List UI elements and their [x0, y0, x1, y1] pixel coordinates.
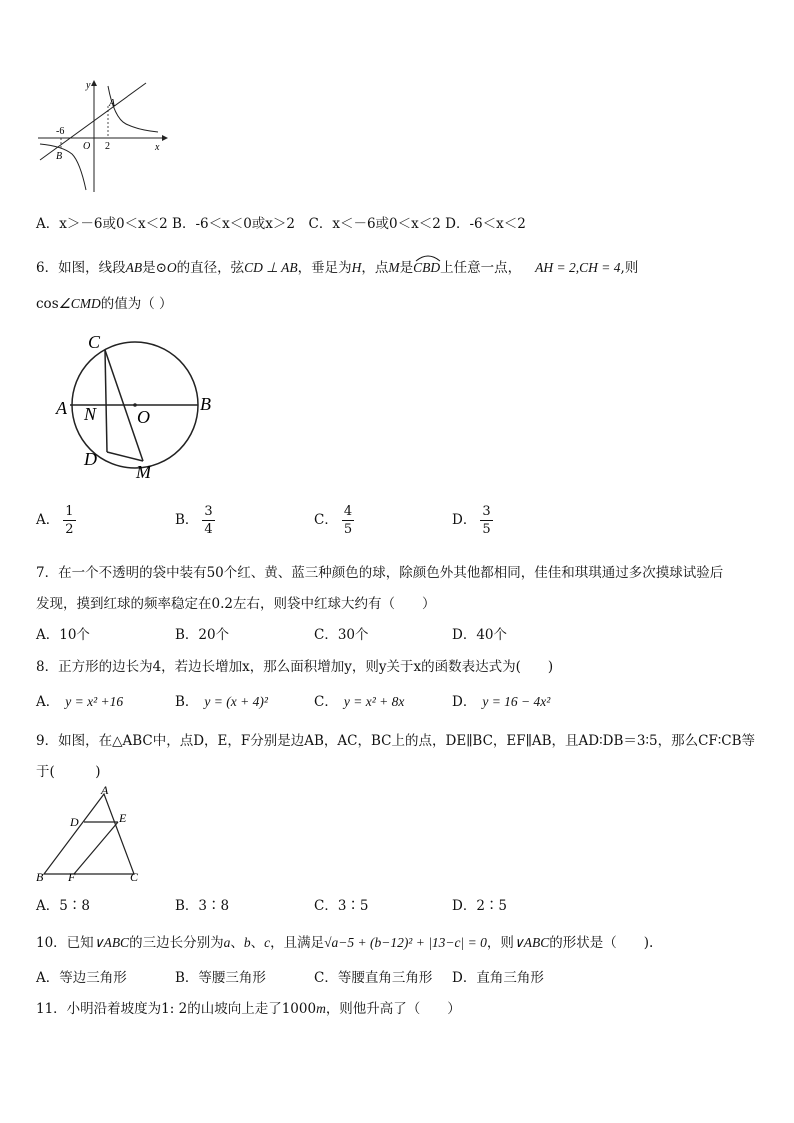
q6-text: ,则 [620, 260, 639, 276]
q6-ab: AB [125, 260, 143, 275]
q10-option-b: B．等腰三角形 [175, 970, 266, 986]
graph-label-a: A [109, 98, 116, 109]
graph-label-b: B [56, 151, 63, 162]
q6-stem-line2 [36, 292, 173, 312]
q6-option-b: B． $\frac{3}{4}$ [175, 504, 213, 537]
q6-text: 6．如图，线段 [36, 260, 126, 276]
q6-stem-line1 [36, 256, 638, 276]
q6-text: 上任意一点， [440, 260, 522, 276]
q6-option-d: D． $\frac{3}{5}$ [452, 504, 491, 537]
q8-stem: 8．正方形的边长为4，若边长增加x，那么面积增加y，则y关于x的函数表达式为( ) [36, 659, 554, 675]
q7-stem-line1: 7．在一个不透明的袋中装有50个红、黄、蓝三种颜色的球，除颜色外其他都相同，佳佳和琪琪通过多次摸球试验后 [36, 565, 724, 581]
fig-label-a: A [56, 398, 67, 418]
q7-stem-line2: 发现，摸到红球的频率稳定在0.2左右，则袋中红球大约有（ ） [36, 596, 436, 612]
fig9-label-c: C [130, 870, 139, 884]
q6-m: M [388, 260, 400, 275]
q6-o: O [166, 260, 177, 275]
q6-arc: CBD [413, 260, 440, 275]
q5-options: A．x＞－6或0＜x＜2 B．-6＜x＜0或x＞2 C．x＜－6或0＜x＜2 D．-6＜x＜2 [36, 216, 526, 232]
fig-label-d: D [84, 449, 97, 469]
fig9-label-e: E [119, 811, 127, 825]
q6-h: H [351, 260, 362, 275]
q7-option-b: B．20个 [175, 627, 230, 643]
q9-stem-line1: 9．如图，在△ABC中，点D，E，F分别是边AB，AC，BC上的点，DE∥BC，EF∥AB，且AD∶DB＝3∶5，那么CF∶CB等 [36, 733, 756, 749]
q6-cos: cos [36, 296, 59, 312]
q8-option-c: C． y = x² + 8x [314, 694, 405, 710]
graph-label-o: O [83, 141, 91, 152]
fig-label-n: N [84, 404, 97, 424]
q6-text: 的直径，弦 [176, 260, 245, 276]
q10-stem: 10．已知∨ABC的三边长分别为a、b、c，且满足√a−5 + (b−12)² + |13−c| = 0，则∨ABC的形状是（ ). [36, 935, 654, 951]
q6-text: 是⊙ [142, 260, 167, 276]
q6-option-c: C． $\frac{4}{5}$ [314, 504, 353, 537]
q8-option-b: B． y = (x + 4)² [175, 694, 268, 710]
q9-option-a: A．5∶8 [36, 898, 90, 914]
q10-option-a: A．等边三角形 [36, 970, 127, 986]
q10-triangle: ∨ABC [93, 935, 130, 950]
q5-function-graph [34, 78, 174, 196]
fig9-label-d: D [70, 815, 79, 829]
q10-option-d: D．直角三角形 [452, 970, 544, 986]
fig9-label-f: F [68, 870, 76, 884]
graph-label-x: x [155, 142, 160, 153]
q11-stem: 11．小明沿着坡度为1: 2的山坡向上走了1000m，则他升高了（ ） [36, 1001, 461, 1017]
graph-label-y: y [86, 80, 91, 91]
q7-option-c: C．30个 [314, 627, 369, 643]
q10-option-c: C．等腰直角三角形 [314, 970, 433, 986]
q6-cd-perp: CD ⊥ AB [244, 260, 298, 275]
q6-text: ，垂足为 [297, 260, 352, 276]
fig9-label-a: A [101, 784, 109, 797]
fig-label-b: B [200, 394, 211, 414]
q9-option-b: B．3∶8 [175, 898, 230, 914]
q8-option-d: D． y = 16 − 4x² [452, 694, 551, 710]
fig-label-c: C [88, 332, 101, 352]
q6-option-a: A． $\frac{1}{2}$ [36, 504, 74, 537]
q6-angle: ∠CMD [58, 296, 101, 311]
q9-stem-line2: 于( ) [36, 764, 101, 780]
q11-unit: m [316, 1001, 326, 1016]
q6-text: ，点 [361, 260, 389, 276]
graph-label-neg6: -6 [56, 126, 65, 137]
q6-text: 是 [399, 260, 414, 276]
fig-label-o: O [137, 407, 150, 427]
q6-condition: AH = 2,CH = 4 [535, 260, 621, 275]
q6-circle-figure [50, 328, 230, 486]
q9-option-c: C．3∶5 [314, 898, 369, 914]
q6-text: 的值为（ ） [100, 296, 173, 312]
q9-triangle-figure [34, 784, 146, 884]
fig-label-m: M [136, 462, 151, 482]
q10-equation: √a−5 + (b−12)² + |13−c| = 0 [324, 935, 487, 950]
q10-triangle: ∨ABC [513, 935, 550, 950]
graph-label-2: 2 [105, 141, 110, 152]
fig9-label-b: B [36, 870, 44, 884]
q7-option-a: A．10个 [36, 627, 90, 643]
q8-option-a: A． y = x² +16 [36, 694, 124, 710]
q9-option-d: D．2∶5 [452, 898, 508, 914]
q7-option-d: D．40个 [452, 627, 508, 643]
